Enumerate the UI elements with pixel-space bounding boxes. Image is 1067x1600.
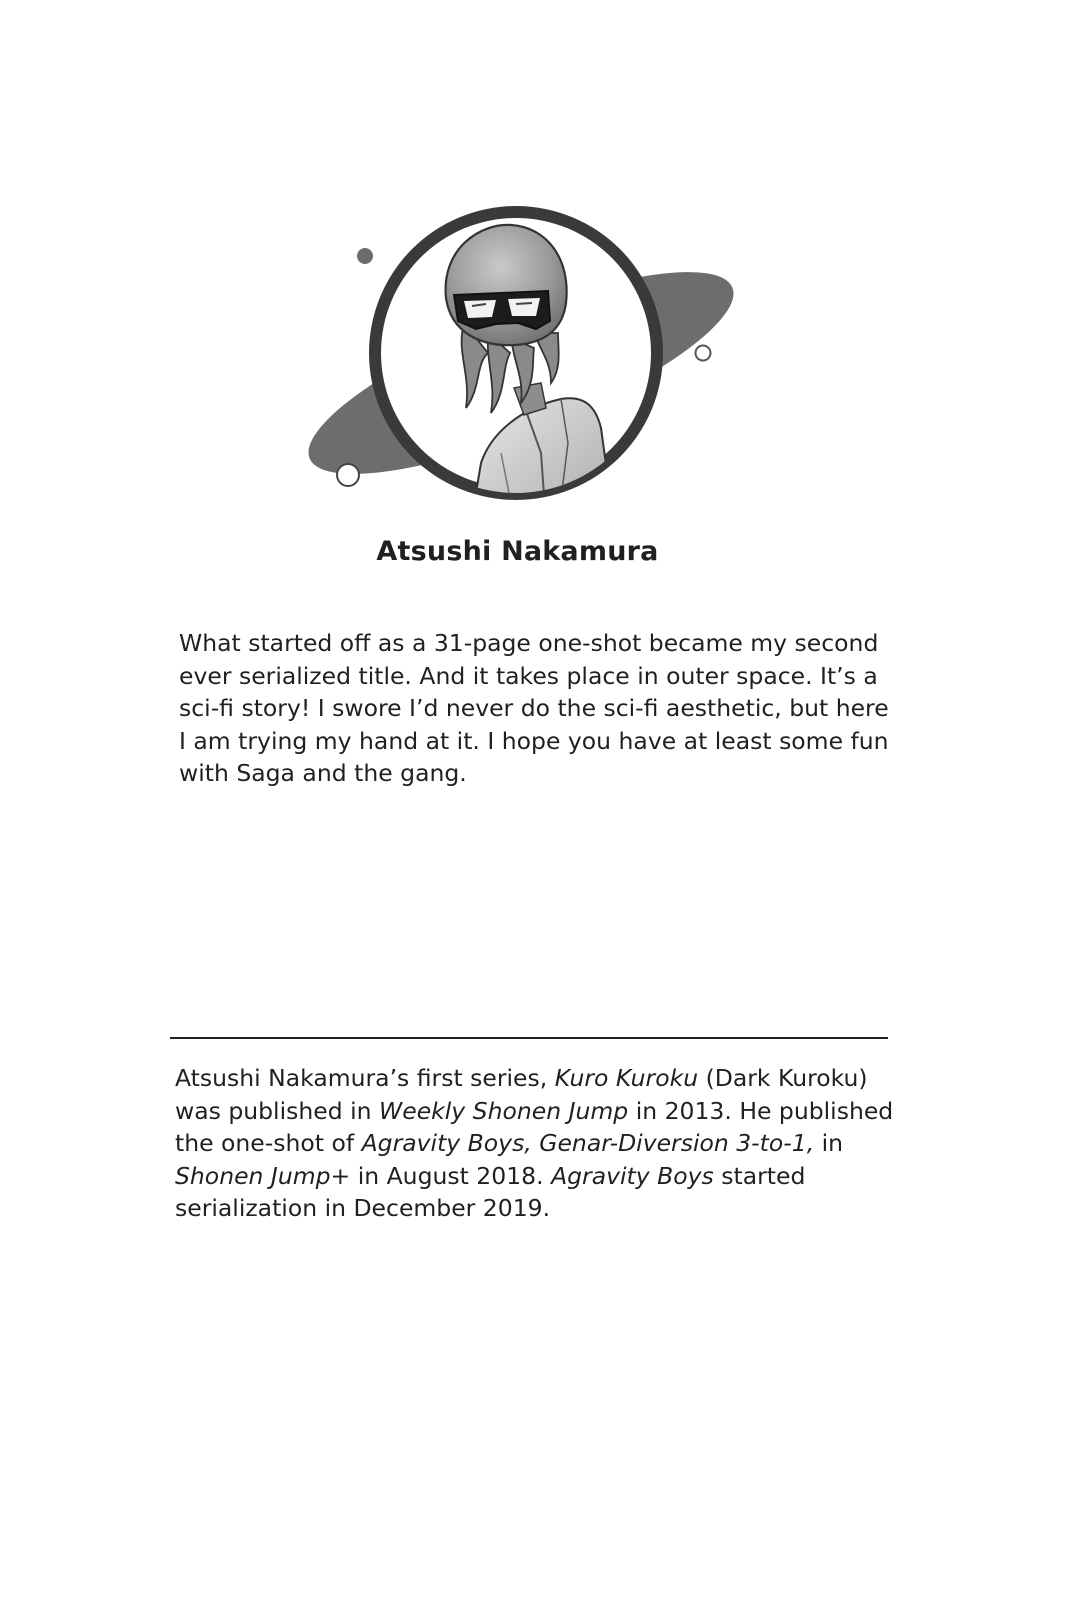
comment-line: ever serialized title. And it takes place in outer space. It’s a	[179, 661, 878, 690]
series-title: Kuro Kuroku	[554, 1064, 699, 1092]
bio-line	[175, 1160, 905, 1193]
bio-line	[175, 1062, 905, 1095]
bio-text: was published in	[175, 1096, 379, 1125]
bio-text: in August 2018.	[350, 1161, 552, 1190]
comment-line: I am trying my hand at it. I hope you have at least some fun	[179, 726, 889, 755]
bio-text: (Dark Kuroku)	[698, 1064, 868, 1092]
author-name: Atsushi Nakamura	[376, 536, 659, 567]
moon-icon	[337, 464, 359, 486]
bio-line	[175, 1127, 905, 1160]
comment-line: with Saga and the gang.	[179, 759, 467, 787]
bio-text: in 2013. He published	[628, 1096, 894, 1125]
section-divider	[170, 1037, 888, 1039]
bio-text: serialization in December 2019.	[175, 1194, 551, 1222]
comment-line: What started off as a 31-page one-shot became my second	[179, 629, 879, 657]
bio-text: started	[713, 1161, 806, 1190]
bio-line	[175, 1192, 905, 1225]
one-shot-title: Agravity Boys, Genar-Diversion 3-to-1,	[361, 1129, 815, 1157]
bio-text: the one-shot of	[175, 1129, 362, 1157]
author-bio	[175, 1062, 905, 1225]
bio-text: in	[814, 1129, 844, 1157]
series-title: Agravity Boys	[551, 1161, 714, 1190]
author-portrait	[296, 203, 746, 523]
magazine-title: Weekly Shonen Jump	[379, 1096, 629, 1125]
small-planet-icon	[357, 248, 373, 264]
small-planet-outline-icon	[696, 346, 711, 361]
author-comment	[179, 627, 899, 790]
bio-line	[175, 1095, 905, 1128]
comment-line: sci-fi story! I swore I’d never do the sci-fi aesthetic, but here	[179, 694, 889, 722]
magazine-title: Shonen Jump+	[175, 1161, 351, 1190]
bio-text: Atsushi Nakamura’s first series,	[175, 1064, 555, 1092]
